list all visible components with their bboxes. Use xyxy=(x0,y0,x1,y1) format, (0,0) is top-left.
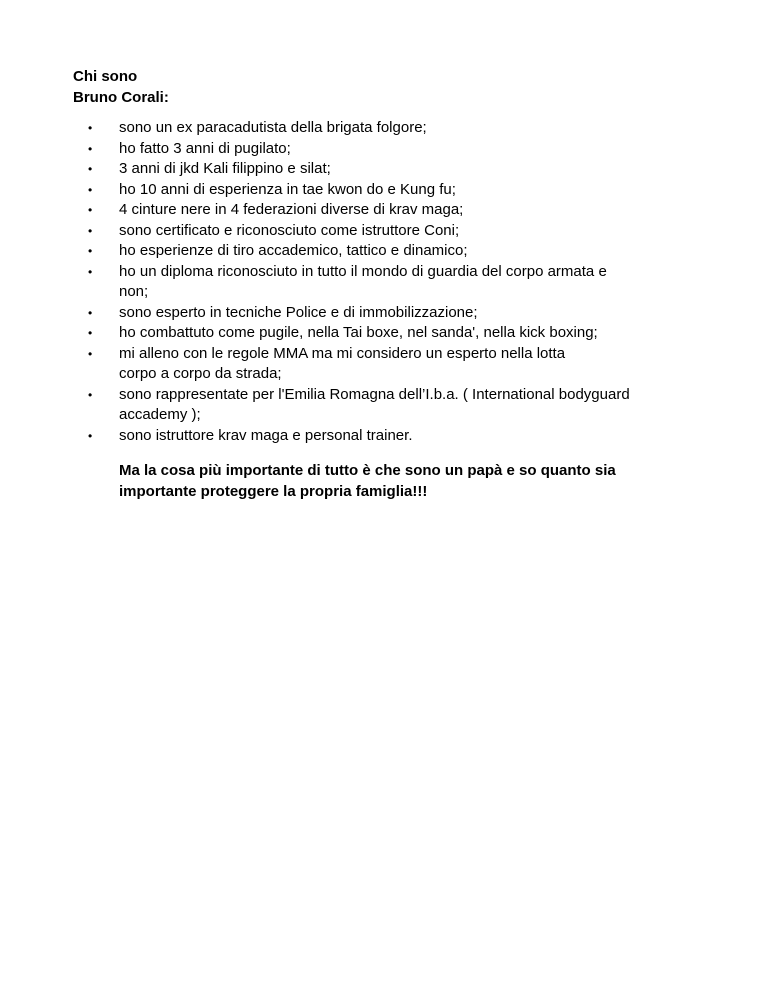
bullet-icon: • xyxy=(88,141,93,156)
list-item-text: ho un diploma riconosciuto in tutto il mondo di guardia del corpo armata e xyxy=(119,262,607,280)
list-item-text: 3 anni di jkd Kali filippino e silat; xyxy=(119,160,331,177)
bullet-icon: • xyxy=(88,264,93,279)
list-item xyxy=(73,159,713,180)
list-item xyxy=(73,200,713,221)
bullet-icon: • xyxy=(88,223,93,238)
bullet-icon: • xyxy=(88,121,93,135)
list-item xyxy=(73,139,713,160)
bullet-icon: • xyxy=(88,326,93,340)
list-item-text: sono istruttore krav maga e personal trainer. xyxy=(119,426,413,444)
closing-line: Ma la cosa più importante di tutto è che sono un papà e so quanto sia xyxy=(119,462,616,479)
list-item-text: non; xyxy=(119,283,149,300)
bullet-icon: • xyxy=(88,162,93,176)
bullet-list xyxy=(73,118,713,446)
bullet-icon: • xyxy=(88,182,93,197)
bullet-icon: • xyxy=(88,428,93,443)
list-item-text: sono rappresentate per l'Emilia Romagna dell’I.b.a. ( International bodyguard xyxy=(119,385,630,403)
list-item-text: ho 10 anni di esperienza in tae kwon do e Kung fu; xyxy=(119,180,456,198)
list-item xyxy=(73,323,713,344)
list-item-text: sono esperto in tecniche Police e di immobilizzazione; xyxy=(119,303,478,321)
list-item xyxy=(73,118,713,139)
bullet-icon: • xyxy=(88,203,93,217)
list-item-text: ho combattuto come pugile, nella Tai boxe, nel sanda', nella kick boxing; xyxy=(119,324,598,341)
list-item xyxy=(73,344,713,385)
list-item xyxy=(73,303,713,324)
closing-line: importante proteggere la propria famiglia!!! xyxy=(119,483,428,500)
list-item-text: sono certificato e riconosciuto come istruttore Coni; xyxy=(119,221,460,239)
bullet-icon: • xyxy=(88,305,93,320)
list-item-text: sono un ex paracadutista della brigata folgore; xyxy=(119,119,427,136)
list-item-text: accademy ); xyxy=(119,406,201,423)
list-item-text: ho fatto 3 anni di pugilato; xyxy=(119,139,291,157)
list-item xyxy=(73,262,713,303)
closing-statement xyxy=(119,460,679,502)
list-item xyxy=(73,221,713,242)
list-item-text: corpo a corpo da strada; xyxy=(119,365,282,382)
list-item-text: mi alleno con le regole MMA ma mi considero un esperto nella lotta xyxy=(119,344,566,362)
list-item xyxy=(73,385,713,426)
bullet-icon: • xyxy=(88,346,93,361)
list-item xyxy=(73,426,713,447)
list-item-text: ho esperienze di tiro accademico, tattico e dinamico; xyxy=(119,242,468,259)
bullet-icon: • xyxy=(88,387,93,402)
document-page xyxy=(73,66,713,502)
list-item xyxy=(73,241,713,262)
heading-chi-sono: Chi sono xyxy=(73,68,138,85)
heading-name: Bruno Corali: xyxy=(73,89,169,106)
list-item-text: 4 cinture nere in 4 federazioni diverse di krav maga; xyxy=(119,201,464,218)
bullet-icon: • xyxy=(88,244,93,258)
list-item xyxy=(73,180,713,201)
